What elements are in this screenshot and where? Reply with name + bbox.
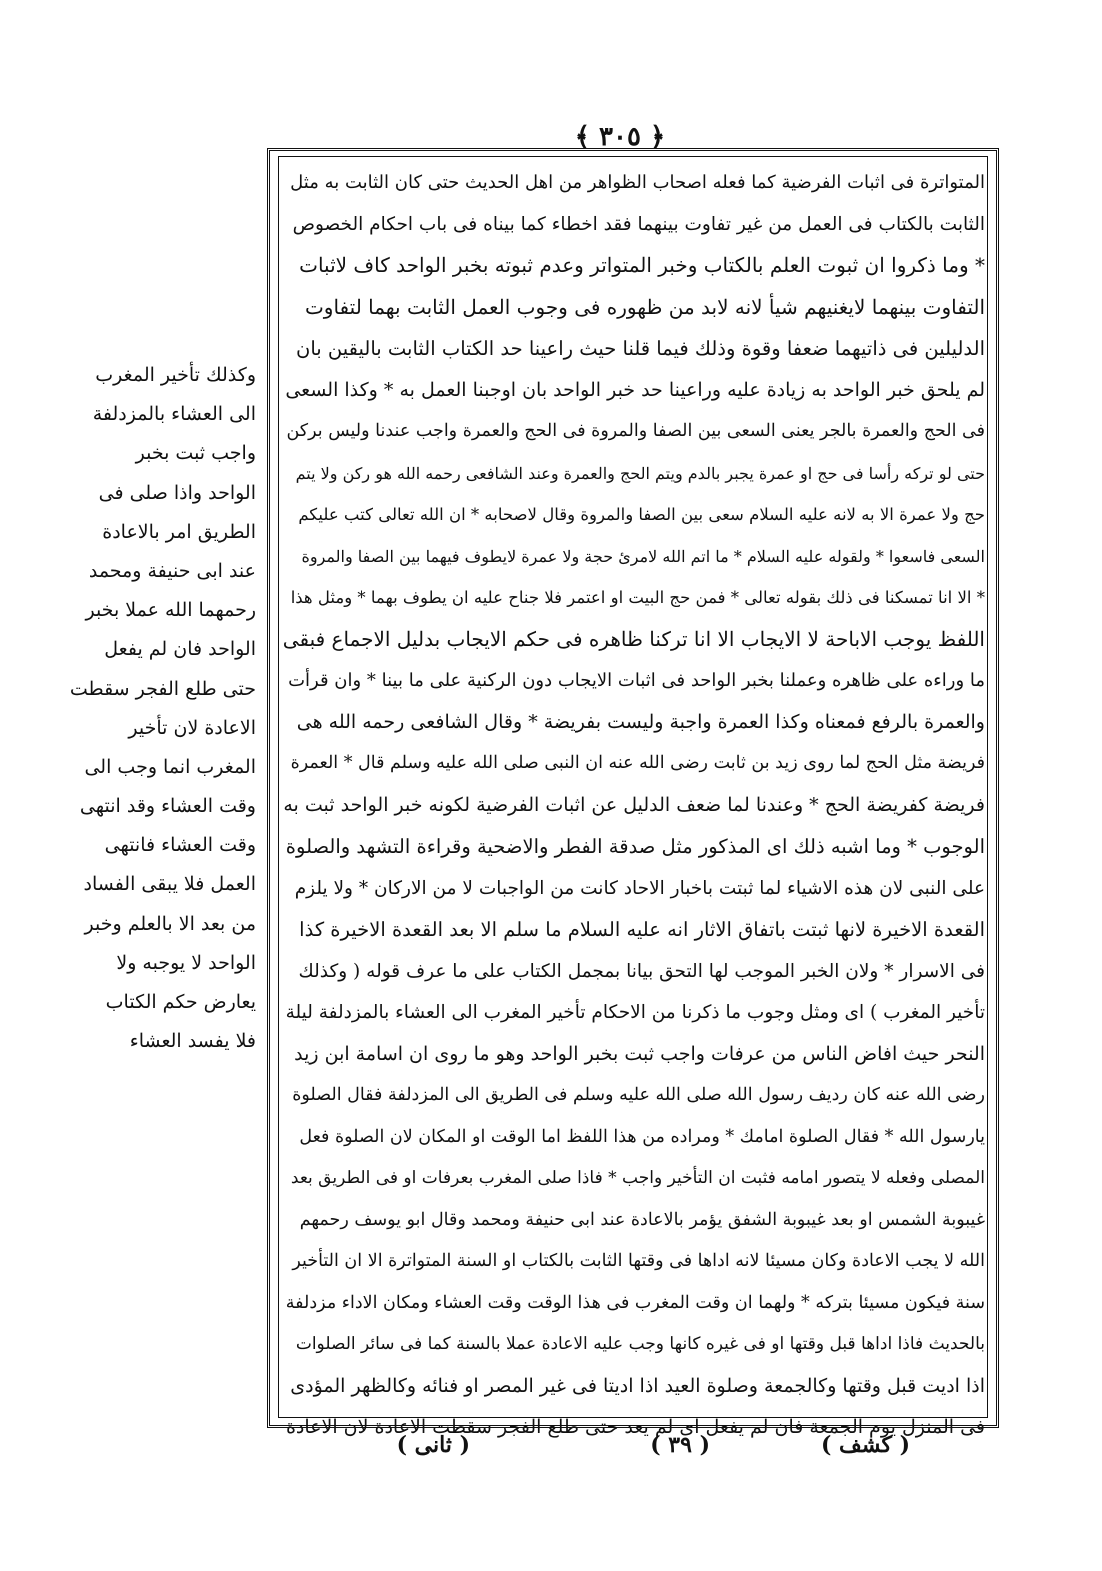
main-text-line: فى الحج والعمرة بالجر يعنى السعى بين الصفا والمروة فى الحج والعمرة واجب عندنا وليس بركن bbox=[286, 421, 985, 441]
footer-volume-label: ( ثانى ) bbox=[396, 1432, 470, 1458]
main-text-line: الوجوب * وما اشبه ذلك اى المذكور مثل صدقة الفطر والاضحية وقراءة التشهد والصلوة bbox=[285, 835, 985, 858]
margin-note-line: الطريق امر بالاعادة bbox=[102, 520, 256, 543]
main-text-body bbox=[283, 162, 985, 1449]
main-text-line: فريضة مثل الحج لما روى زيد بن ثابت رضى الله عنه ان النبى صلى الله عليه وسلم قال * العمرة bbox=[290, 753, 985, 773]
main-text-line: اذا اديت قبل وقتها وكالجمعة وصلوة العيد اذا اديتا فى غير المصر او فنائه وكالظهر المؤدى bbox=[290, 1374, 985, 1397]
margin-note bbox=[10, 356, 256, 1061]
main-text-line: المصلى وفعله لا يتصور امامه فثبت ان التأخير واجب * فاذا صلى المغرب بعرفات او فى الطريق بعد bbox=[290, 1168, 985, 1188]
main-text-line: المتواترة فى اثبات الفرضية كما فعله اصحاب الظواهر من اهل الحديث حتى كان الثابت به مثل bbox=[290, 172, 985, 193]
margin-note-line: فلا يفسد العشاء bbox=[129, 1030, 256, 1053]
main-text-line: يارسول الله * فقال الصلوة امامك * ومراده من هذا اللفظ اما الوقت او المكان لان الصلوة فعل bbox=[299, 1126, 985, 1147]
margin-note-line: الواحد لا يوجبه ولا bbox=[116, 951, 256, 974]
main-text-line: * وما ذكروا ان ثبوت العلم بالكتاب وخبر المتواتر وعدم ثبوته بخبر الواحد كاف لاثبات bbox=[299, 253, 985, 277]
main-text-line: الثابت بالكتاب فى العمل من غير تفاوت بينهما فقد اخطاء كما بيناه فى باب احكام الخصوص bbox=[292, 213, 985, 235]
main-text-line: النحر حيث افاض الناس من عرفات واجب ثبت بخبر الواحد وهو ما روى ان اسامة ابن زيد bbox=[294, 1042, 985, 1065]
main-text-line: حج ولا عمرة الا به لانه عليه السلام سعى بين الصفا والمروة وقال لاصحابه * ان الله تعالى كتب عليكم bbox=[298, 505, 985, 524]
margin-note-line: الواحد فان لم يفعل bbox=[104, 638, 256, 661]
main-text-line: اللفظ يوجب الاباحة لا الايجاب الا انا تركنا ظاهره فى حكم الايجاب بدليل الاجماع فبقى bbox=[283, 626, 985, 651]
main-text-line: الله لا يجب الاعادة وكان مسيئا لانه اداها فى وقتها الثابت بالكتاب او السنة المتواترة الا ان التأخير bbox=[292, 1251, 985, 1271]
main-text-line: التفاوت بينهما لايغنيهم شيأ لانه لابد من ظهوره فى وجوب العمل الثابت بهما لتفاوت bbox=[304, 294, 985, 319]
margin-note-line: العمل فلا يبقى الفساد bbox=[83, 873, 256, 896]
margin-note-line: وكذلك تأخير المغرب bbox=[95, 364, 256, 386]
margin-note-line: المغرب انما وجب الى bbox=[84, 755, 256, 778]
main-text-line: السعى فاسعوا * ولقوله عليه السلام * ما اتم الله لامرئ حجة ولا عمرة لايطوف فيهما بين الصفا والمروة bbox=[301, 546, 985, 566]
margin-note-line: الى العشاء بالمزدلفة bbox=[92, 403, 256, 426]
main-text-line: بالحديث فاذا اداها قبل وقتها او فى غيره كانها وجب عليه الاعادة عملا بالسنة كما فى سائر الصلوات bbox=[295, 1334, 985, 1354]
main-text-line: لم يلحق خبر الواحد به زيادة عليه وراعينا حد خبر الواحد بان اوجبنا العمل به * وكذا السعى bbox=[285, 378, 985, 401]
margin-note-line: الاعادة لان تأخير bbox=[128, 716, 256, 739]
main-text-line: حتى لو تركه رأسا فى حج او عمرة يجبر بالدم ويتم الحج والعمرة وعند الشافعى رحمه الله هو ركن ولا يتم bbox=[295, 463, 985, 483]
main-text-line: * الا انا تمسكنا فى ذلك بقوله تعالى * فمن حج البيت او اعتمر فلا جناح عليه ان يطوف بهما * ومثل هذا bbox=[290, 588, 985, 607]
page-footer bbox=[380, 1432, 910, 1472]
margin-note-line: واجب ثبت بخبر bbox=[135, 442, 256, 465]
margin-note-line: وقت العشاء وقد انتهى bbox=[79, 795, 256, 818]
main-text-line: ما وراءه على ظاهره وعملنا بخبر الواحد فى اثبات الايجاب دون الركنية على ما بينا * وان قرأت bbox=[288, 670, 985, 691]
main-text-line: فى المنزل يوم الجمعة فان لم يفعل اى لم يعد حتى طلع الفجر سقطت الاعادة لان الاعادة bbox=[285, 1416, 985, 1438]
margin-note-line: يعارض حكم الكتاب bbox=[105, 991, 256, 1013]
footer-signature-number: ( ٣٩ ) bbox=[650, 1432, 710, 1458]
margin-note-line: رحمهما الله عملا بخبر bbox=[85, 599, 256, 622]
main-text-line: تأخير المغرب ) اى ومثل وجوب ما ذكرنا من الاحكام تأخير المغرب الى العشاء بالمزدلفة ليلة bbox=[285, 1002, 985, 1023]
margin-note-line: من بعد الا بالعلم وخبر bbox=[84, 912, 256, 935]
main-text-line: والعمرة بالرفع فمعناه وكذا العمرة واجبة وليست بفريضة * وقال الشافعى رحمه الله هى bbox=[296, 710, 985, 733]
main-text-line: القعدة الاخيرة لانها ثبتت باتفاق الاثار انه عليه السلام ما سلم الا بعد القعدة الاخيرة كذا bbox=[299, 918, 985, 941]
main-text-line: الدليلين فى ذاتيهما ضعفا وقوة وذلك فيما قلنا حيث راعينا حد الكتاب الثابت باليقين بان bbox=[296, 337, 985, 360]
main-text-line: فريضة كفريضة الحج * وعندنا لما ضعف الدليل عن اثبات الفرضية لكونه خبر الواحد ثبت به bbox=[283, 793, 985, 816]
footer-book-label: ( كشف ) bbox=[820, 1432, 910, 1458]
main-text-line: سنة فيكون مسيئا بتركه * ولهما ان وقت المغرب فى هذا الوقت وقت العشاء ومكان الاداء مزدلفة bbox=[285, 1292, 985, 1313]
main-text-line: فى الاسرار * ولان الخبر الموجب لها التحق بيانا بمجمل الكتاب على ما عرف قوله ( وكذلك bbox=[298, 960, 985, 982]
main-text-line: على النبى لان هذه الاشياء لما ثبتت باخبار الاحاد كانت من الواجبات لا من الاركان * ولا يلزم bbox=[294, 877, 985, 899]
main-text-line: غيبوبة الشمس او بعد غيبوبة الشفق يؤمر بالاعادة عند ابى حنيفة ومحمد وقال ابو يوسف رحمهم bbox=[299, 1209, 985, 1230]
margin-note-line: الواحد واذا صلى فى bbox=[98, 481, 256, 504]
margin-note-line: حتى طلع الفجر سقطت bbox=[69, 677, 256, 700]
main-text-line: رضى الله عنه كان رديف رسول الله صلى الله عليه وسلم فى الطريق الى المزدلفة فقال الصلوة bbox=[292, 1085, 985, 1105]
margin-note-line: وقت العشاء فانتهى bbox=[104, 834, 256, 857]
margin-note-line: عند ابى حنيفة ومحمد bbox=[88, 559, 256, 582]
page-number: ﴿ ٣٠٥ ﴾ bbox=[574, 122, 666, 152]
